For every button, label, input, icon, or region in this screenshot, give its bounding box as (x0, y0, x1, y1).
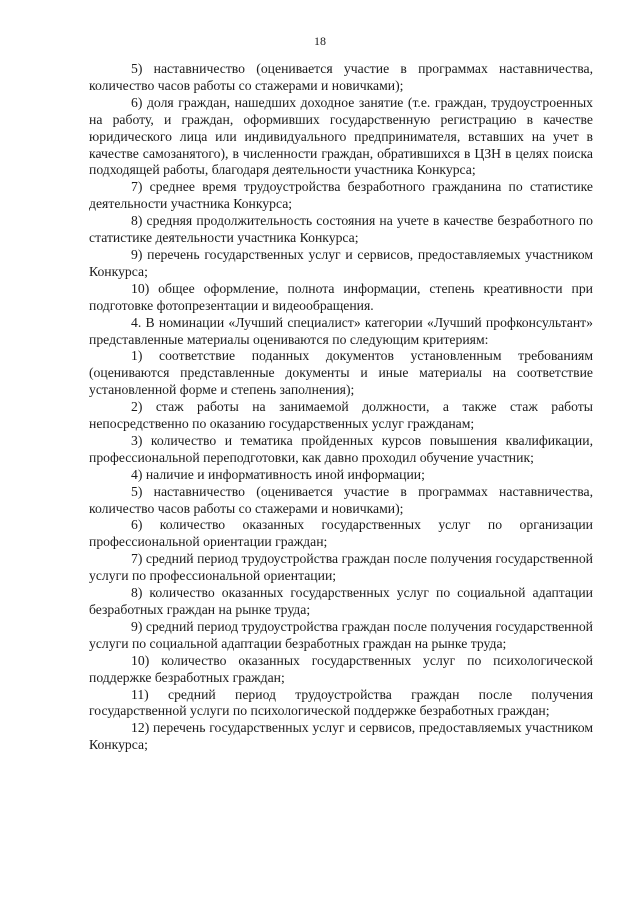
paragraph: 9) средний период трудоустройства граждан после получения государственной услуги по социальной адаптации безработных граждан на рынке труда; (89, 618, 593, 651)
section-heading-paragraph: 4. В номинации «Лучший специалист» категории «Лучший профконсультант» представленные материалы оцениваются по следующим критериям: (89, 314, 593, 347)
page-number: 18 (314, 34, 326, 48)
paragraph: 6) доля граждан, нашедших доходное занятие (т.е. граждан, трудоустроенных на работу, и граждан, оформивших государственную регистрацию в качестве юридического лица или индивидуального предпринимателя, вставших на учет в качестве самозанятого), в численности граждан, обратившихся в ЦЗН в целях поиска подходящей работы, благодаря деятельности участника Конкурса; (89, 94, 593, 178)
paragraph: 3) количество и тематика пройденных курсов повышения квалификации, профессиональной переподготовки, как давно проходил обучение участник; (89, 432, 593, 465)
document-body (89, 61, 593, 754)
paragraph: 6) количество оказанных государственных услуг по организации профессиональной ориентации граждан; (89, 517, 593, 550)
paragraph: 5) наставничество (оценивается участие в программах наставничества, количество часов работы со стажерами и новичками); (89, 61, 593, 93)
paragraph: 8) количество оказанных государственных услуг по социальной адаптации безработных граждан на рынке труда; (89, 585, 593, 617)
paragraph: 9) перечень государственных услуг и сервисов, предоставляемых участником Конкурса; (89, 246, 593, 279)
paragraph: 10) общее оформление, полнота информации, степень креативности при подготовке фотопрезентации и видеообращения. (89, 280, 593, 313)
paragraph: 11) средний период трудоустройства граждан после получения государственной услуги по психологической поддержке безработных граждан; (89, 686, 593, 719)
paragraph: 4) наличие и информативность иной информации; (131, 466, 425, 482)
paragraph: 7) средний период трудоустройства граждан после получения государственной услуги по профессиональной ориентации; (89, 551, 593, 584)
paragraph: 5) наставничество (оценивается участие в программах наставничества, количество часов работы со стажерами и новичками); (89, 483, 593, 516)
paragraph: 7) среднее время трудоустройства безработного гражданина по статистике деятельности участника Конкурса; (89, 179, 593, 212)
paragraph: 10) количество оказанных государственных услуг по психологической поддержке безработных граждан; (89, 652, 593, 685)
paragraph: 12) перечень государственных услуг и сервисов, предоставляемых участником Конкурса; (89, 720, 593, 753)
paragraph: 2) стаж работы на занимаемой должности, а также стаж работы непосредственно по оказанию государственных услуг гражданам; (89, 399, 593, 432)
paragraph: 8) средняя продолжительность состояния на учете в качестве безработного по статистике деятельности участника Конкурса; (89, 213, 593, 246)
paragraph: 1) соответствие поданных документов установленным требованиям (оцениваются представленные документы и иные материалы на соответствие установленной форме и степень заполнения); (89, 348, 593, 398)
